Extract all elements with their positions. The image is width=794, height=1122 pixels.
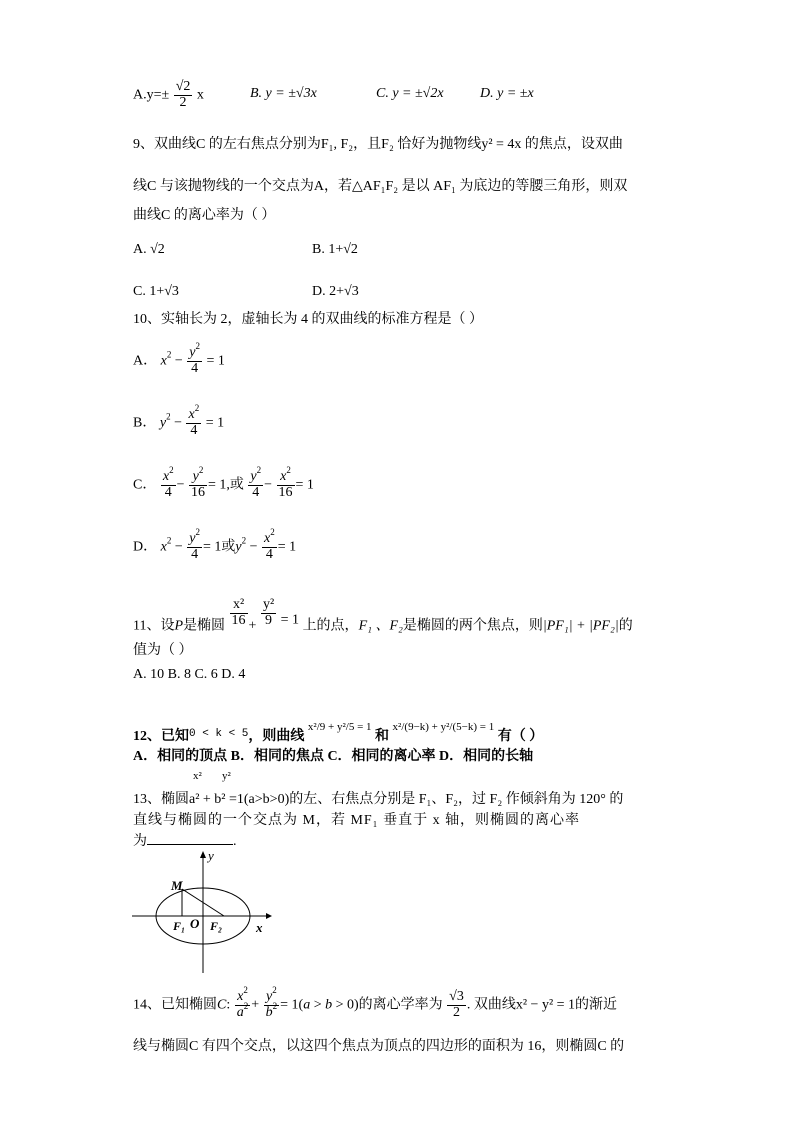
q12-options: A．相同的顶点 B．相同的焦点 C．相同的离心率 D．相同的长轴	[133, 749, 534, 764]
label-o: O	[190, 916, 200, 931]
q10-option-d: D． $x^2$ − $\frac{y^2}{4}$ = 1或$y^2$ − $\frac{x^2}{4}$ = 1	[133, 527, 297, 562]
ellipse-figure	[128, 848, 273, 978]
q9-line3: 曲线C 的离心率为（ ）	[133, 208, 276, 223]
q13-line3: 为 .	[133, 834, 237, 849]
q10-option-b: B． $y^2$ − $\frac{x^2}{4}$ = 1	[133, 403, 225, 438]
q12-stem: 12、已知$^{0 < k < 5}$，则曲线 $^{x^2/9 + y^2/5 = 1}$ 和 $^{x^2/(9-k) + y^2/(5-k) = 1}$ 有（ ）	[133, 721, 544, 744]
q13-sup-x: x²	[193, 770, 202, 782]
q14-line1: 14、已知椭圆C: $\frac{x^2}{a^2}$ + $\frac{y^2}{b^2}$ = 1(a > b > 0)的离心学率为 $\frac{√3}{2}$ . 双曲线x² − y² = 1的渐近	[133, 985, 618, 1020]
q11-options: A. 10 B. 8 C. 6 D. 4	[133, 667, 246, 682]
q11-line1: 11、设P是椭圆 $\frac{\text{x²}}{16}$ + $\frac{\text{y²}}{9}$ = 1 上的点，F₁ 、F₂是椭圆的两个焦点，则|PF₁| + |PF₂|的	[133, 597, 633, 634]
q11-line2: 值为（ ）	[133, 643, 193, 658]
label-f2: F₂	[210, 919, 223, 933]
q9-option-d: D. 2+√3	[312, 284, 359, 299]
q8-option-c: C. y = ±√2x	[376, 86, 444, 101]
label-y: y	[208, 848, 214, 863]
label-f1: F₁	[173, 919, 186, 933]
y-axis-arrow	[200, 851, 206, 858]
q8-option-a: A.y=± $\frac{√2}{2}$ x	[133, 79, 204, 110]
q14-line2: 线与椭圆C 有四个交点，以这四个焦点为顶点的四边形的面积为 16，则椭圆C 的	[133, 1039, 625, 1054]
label-x: x	[256, 920, 263, 935]
q13-sup-y: y²	[222, 770, 231, 782]
q9-option-a: A. √2	[133, 242, 165, 257]
q13-line1: 13、椭圆a² + b² =1(a>b>0)的左、右焦点分别是 F₁、F₂，过 F₂ 作倾斜角为 120° 的	[133, 792, 624, 807]
x-axis-arrow	[266, 913, 272, 919]
q9-option-b: B. 1+√2	[312, 242, 358, 257]
q10-option-a: A． $x^2$ − $\frac{y^2}{4}$ = 1	[133, 341, 225, 376]
q9-option-c: C. 1+√3	[133, 284, 179, 299]
q9-line2: 线C 与该抛物线的一个交点为A，若△AF₁F₂ 是以 AF₁ 为底边的等腰三角形，则双	[133, 179, 628, 194]
q8-option-b: B. y = ±√3x	[250, 86, 317, 101]
q10-option-c: C． $\frac{x^2}{4}$ − $\frac{y^2}{16}$ = 1,或 $\frac{y^2}{4}$ − $\frac{x^2}{16}$ = 1	[133, 465, 314, 500]
label-m: M	[171, 878, 183, 893]
q10-stem: 10、实轴长为 2，虚轴长为 4 的双曲线的标准方程是（ ）	[133, 312, 483, 327]
q8-option-d: D. y = ±x	[480, 86, 534, 101]
q9-line1: 9、双曲线C 的左右焦点分别为F₁, F₂，且F₂ 恰好为抛物线y² = 4x 的焦点，设双曲	[133, 137, 623, 152]
q13-line2: 直线与椭圆的一个交点为 M，若 MF₁ 垂直于 x 轴，则椭圆的离心率	[133, 813, 581, 828]
